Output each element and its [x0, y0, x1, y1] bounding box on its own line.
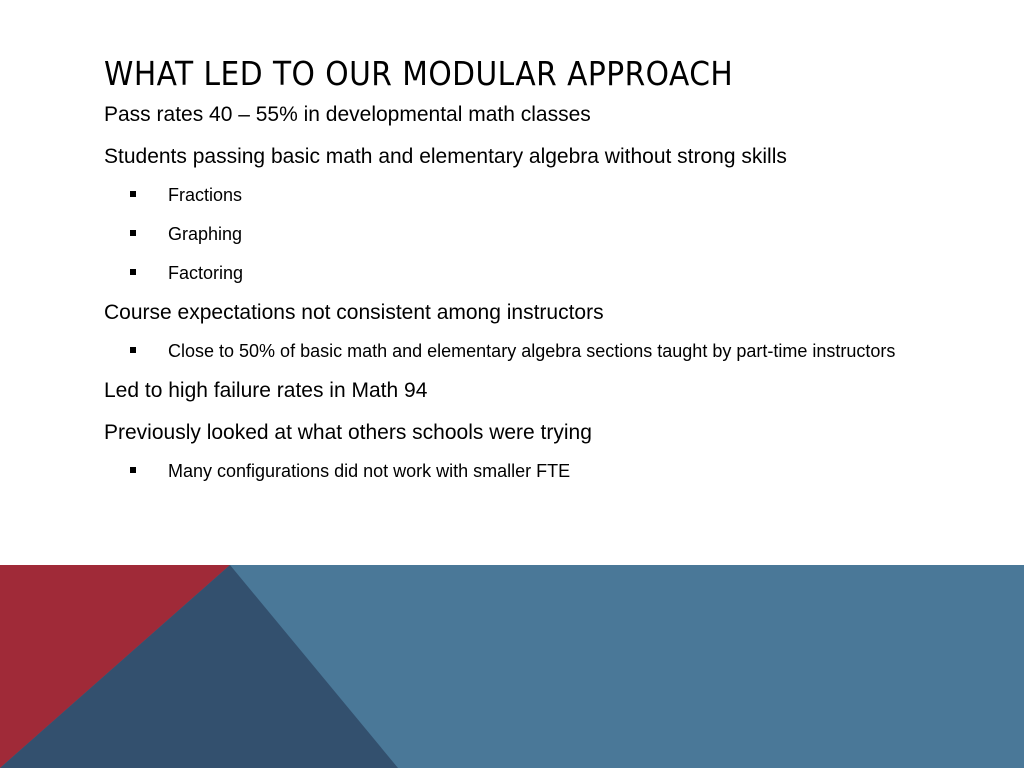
sub-list-instructors	[104, 338, 924, 364]
bullet-pass-rates: Pass rates 40 – 55% in developmental math classes	[104, 103, 591, 126]
sub-list-configurations	[104, 458, 924, 484]
square-bullet-icon	[130, 269, 136, 275]
bullet-students-passing: Students passing basic math and elementary algebra without strong skills	[104, 145, 787, 168]
square-bullet-icon	[130, 191, 136, 197]
sub-bullet-text: Graphing	[168, 224, 243, 244]
sub-bullet-graphing	[104, 221, 898, 247]
sub-bullet-text: Factoring	[168, 263, 244, 283]
bullet-failure-rates: Led to high failure rates in Math 94	[104, 379, 428, 402]
sub-list-skills	[104, 182, 924, 286]
sub-bullet-text: Close to 50% of basic math and elementary algebra sections taught by part-time instructors	[168, 341, 896, 361]
bullet-course-expectations: Course expectations not consistent among instructors	[104, 301, 604, 324]
sub-bullet-fractions	[104, 182, 898, 208]
sub-bullet-text: Fractions	[168, 185, 243, 205]
sub-bullet-text: Many configurations did not work with smaller FTE	[168, 461, 571, 481]
decorative-footer-band	[0, 565, 1024, 768]
square-bullet-icon	[130, 230, 136, 236]
sub-bullet-part-time	[104, 338, 898, 364]
bullet-previously-looked: Previously looked at what others schools were trying	[104, 421, 592, 444]
slide-title: WHAT LED TO OUR MODULAR APPROACH	[104, 54, 734, 93]
slide-content	[104, 101, 924, 497]
sub-bullet-configurations	[104, 458, 898, 484]
sub-bullet-factoring	[104, 260, 898, 286]
square-bullet-icon	[130, 347, 136, 353]
square-bullet-icon	[130, 467, 136, 473]
